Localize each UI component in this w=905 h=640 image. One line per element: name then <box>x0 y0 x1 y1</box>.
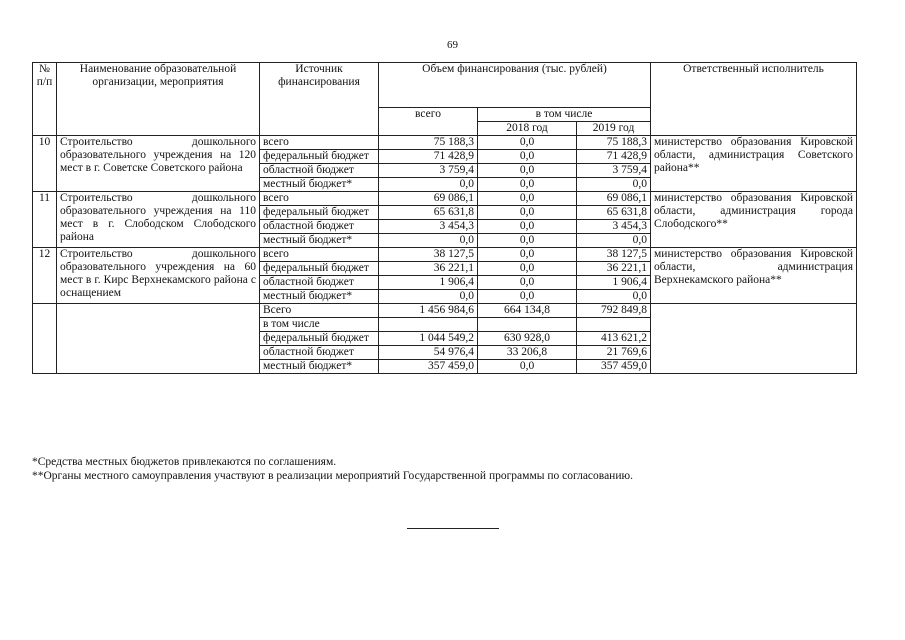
summary-2018 <box>478 318 577 332</box>
amount-2018: 0,0 <box>478 262 577 276</box>
amount-2019: 75 188,3 <box>577 136 651 150</box>
amount-total: 69 086,1 <box>379 192 478 206</box>
summary-source: в том числе <box>260 318 379 332</box>
summary-2018: 33 206,8 <box>478 346 577 360</box>
summary-2019 <box>577 318 651 332</box>
amount-total: 0,0 <box>379 178 478 192</box>
header-2019: 2019 год <box>577 122 651 136</box>
table-row <box>33 192 857 206</box>
amount-total: 38 127,5 <box>379 248 478 262</box>
summary-blank-num <box>33 304 57 374</box>
table-row <box>33 248 857 262</box>
amount-total: 75 188,3 <box>379 136 478 150</box>
summary-total: 357 459,0 <box>379 360 478 374</box>
header-2018: 2018 год <box>478 122 577 136</box>
funding-source: местный бюджет* <box>260 234 379 248</box>
amount-2018: 0,0 <box>478 178 577 192</box>
responsible-executor: министерство образования Кировской области, администрация города Слободского** <box>651 192 857 248</box>
funding-source: федеральный бюджет <box>260 206 379 220</box>
funding-source: всего <box>260 136 379 150</box>
amount-2018: 0,0 <box>478 276 577 290</box>
summary-2019: 792 849,8 <box>577 304 651 318</box>
funding-source: федеральный бюджет <box>260 150 379 164</box>
amount-2018: 0,0 <box>478 136 577 150</box>
project-name: Строительство дошкольного образовательного учреждения на 60 мест в г. Кирс Верхнекамского района с оснащением <box>57 248 260 304</box>
funding-source: всего <box>260 248 379 262</box>
page-number: 69 <box>447 39 458 51</box>
amount-2019: 65 631,8 <box>577 206 651 220</box>
amount-total: 36 221,1 <box>379 262 478 276</box>
header-num: № п/п <box>33 63 57 136</box>
amount-total: 3 454,3 <box>379 220 478 234</box>
funding-source: всего <box>260 192 379 206</box>
summary-total: 1 456 984,6 <box>379 304 478 318</box>
header-including: в том числе <box>478 108 651 122</box>
summary-2018: 664 134,8 <box>478 304 577 318</box>
funding-source: местный бюджет* <box>260 290 379 304</box>
amount-total: 71 428,9 <box>379 150 478 164</box>
header-total: всего <box>379 108 478 136</box>
amount-2018: 0,0 <box>478 150 577 164</box>
funding-source: местный бюджет* <box>260 178 379 192</box>
responsible-executor: министерство образования Кировской области, администрация Верхнекамского района** <box>651 248 857 304</box>
summary-2019: 357 459,0 <box>577 360 651 374</box>
table-body <box>33 136 857 374</box>
project-name: Строительство дошкольного образовательного учреждения на 120 мест в г. Советске Советского района <box>57 136 260 192</box>
header-responsible: Ответственный исполнитель <box>651 63 857 136</box>
summary-2018: 630 928,0 <box>478 332 577 346</box>
summary-source: областной бюджет <box>260 346 379 360</box>
amount-2019: 3 759,4 <box>577 164 651 178</box>
financing-table <box>32 62 857 374</box>
amount-total: 1 906,4 <box>379 276 478 290</box>
summary-source: местный бюджет* <box>260 360 379 374</box>
funding-source: федеральный бюджет <box>260 262 379 276</box>
summary-blank-responsible <box>651 304 857 374</box>
amount-total: 0,0 <box>379 290 478 304</box>
amount-2019: 3 454,3 <box>577 220 651 234</box>
amount-total: 3 759,4 <box>379 164 478 178</box>
summary-row <box>33 304 857 318</box>
amount-2019: 71 428,9 <box>577 150 651 164</box>
amount-2018: 0,0 <box>478 164 577 178</box>
amount-2019: 69 086,1 <box>577 192 651 206</box>
amount-total: 65 631,8 <box>379 206 478 220</box>
amount-2019: 0,0 <box>577 234 651 248</box>
project-name: Строительство дошкольного образовательного учреждения на 110 мест в г. Слободском Слободского района <box>57 192 260 248</box>
summary-total <box>379 318 478 332</box>
header-volume: Объем финансирования (тыс. рублей) <box>379 63 651 108</box>
amount-2019: 0,0 <box>577 290 651 304</box>
table-row <box>33 136 857 150</box>
amount-2018: 0,0 <box>478 220 577 234</box>
header-source: Источник финансирования <box>260 63 379 136</box>
funding-source: областной бюджет <box>260 276 379 290</box>
summary-source: федеральный бюджет <box>260 332 379 346</box>
summary-total: 54 976,4 <box>379 346 478 360</box>
project-number: 10 <box>33 136 57 192</box>
project-number: 11 <box>33 192 57 248</box>
summary-2018: 0,0 <box>478 360 577 374</box>
amount-2019: 38 127,5 <box>577 248 651 262</box>
summary-2019: 413 621,2 <box>577 332 651 346</box>
amount-2018: 0,0 <box>478 234 577 248</box>
responsible-executor: министерство образования Кировской области, администрация Советского района** <box>651 136 857 192</box>
funding-source: областной бюджет <box>260 220 379 234</box>
footnote-1: *Средства местных бюджетов привлекаются по соглашениям. <box>32 456 337 468</box>
summary-total: 1 044 549,2 <box>379 332 478 346</box>
funding-source: областной бюджет <box>260 164 379 178</box>
summary-blank-name <box>57 304 260 374</box>
summary-source: Всего <box>260 304 379 318</box>
header-name: Наименование образовательной организации, мероприятия <box>57 63 260 136</box>
amount-2018: 0,0 <box>478 248 577 262</box>
amount-2019: 0,0 <box>577 178 651 192</box>
project-number: 12 <box>33 248 57 304</box>
amount-total: 0,0 <box>379 234 478 248</box>
amount-2018: 0,0 <box>478 206 577 220</box>
amount-2018: 0,0 <box>478 192 577 206</box>
summary-2019: 21 769,6 <box>577 346 651 360</box>
footnote-2: **Органы местного самоуправления участвуют в реализации мероприятий Государственной программы по согласованию. <box>32 470 633 482</box>
amount-2019: 1 906,4 <box>577 276 651 290</box>
closing-rule <box>407 528 499 529</box>
amount-2019: 36 221,1 <box>577 262 651 276</box>
amount-2018: 0,0 <box>478 290 577 304</box>
